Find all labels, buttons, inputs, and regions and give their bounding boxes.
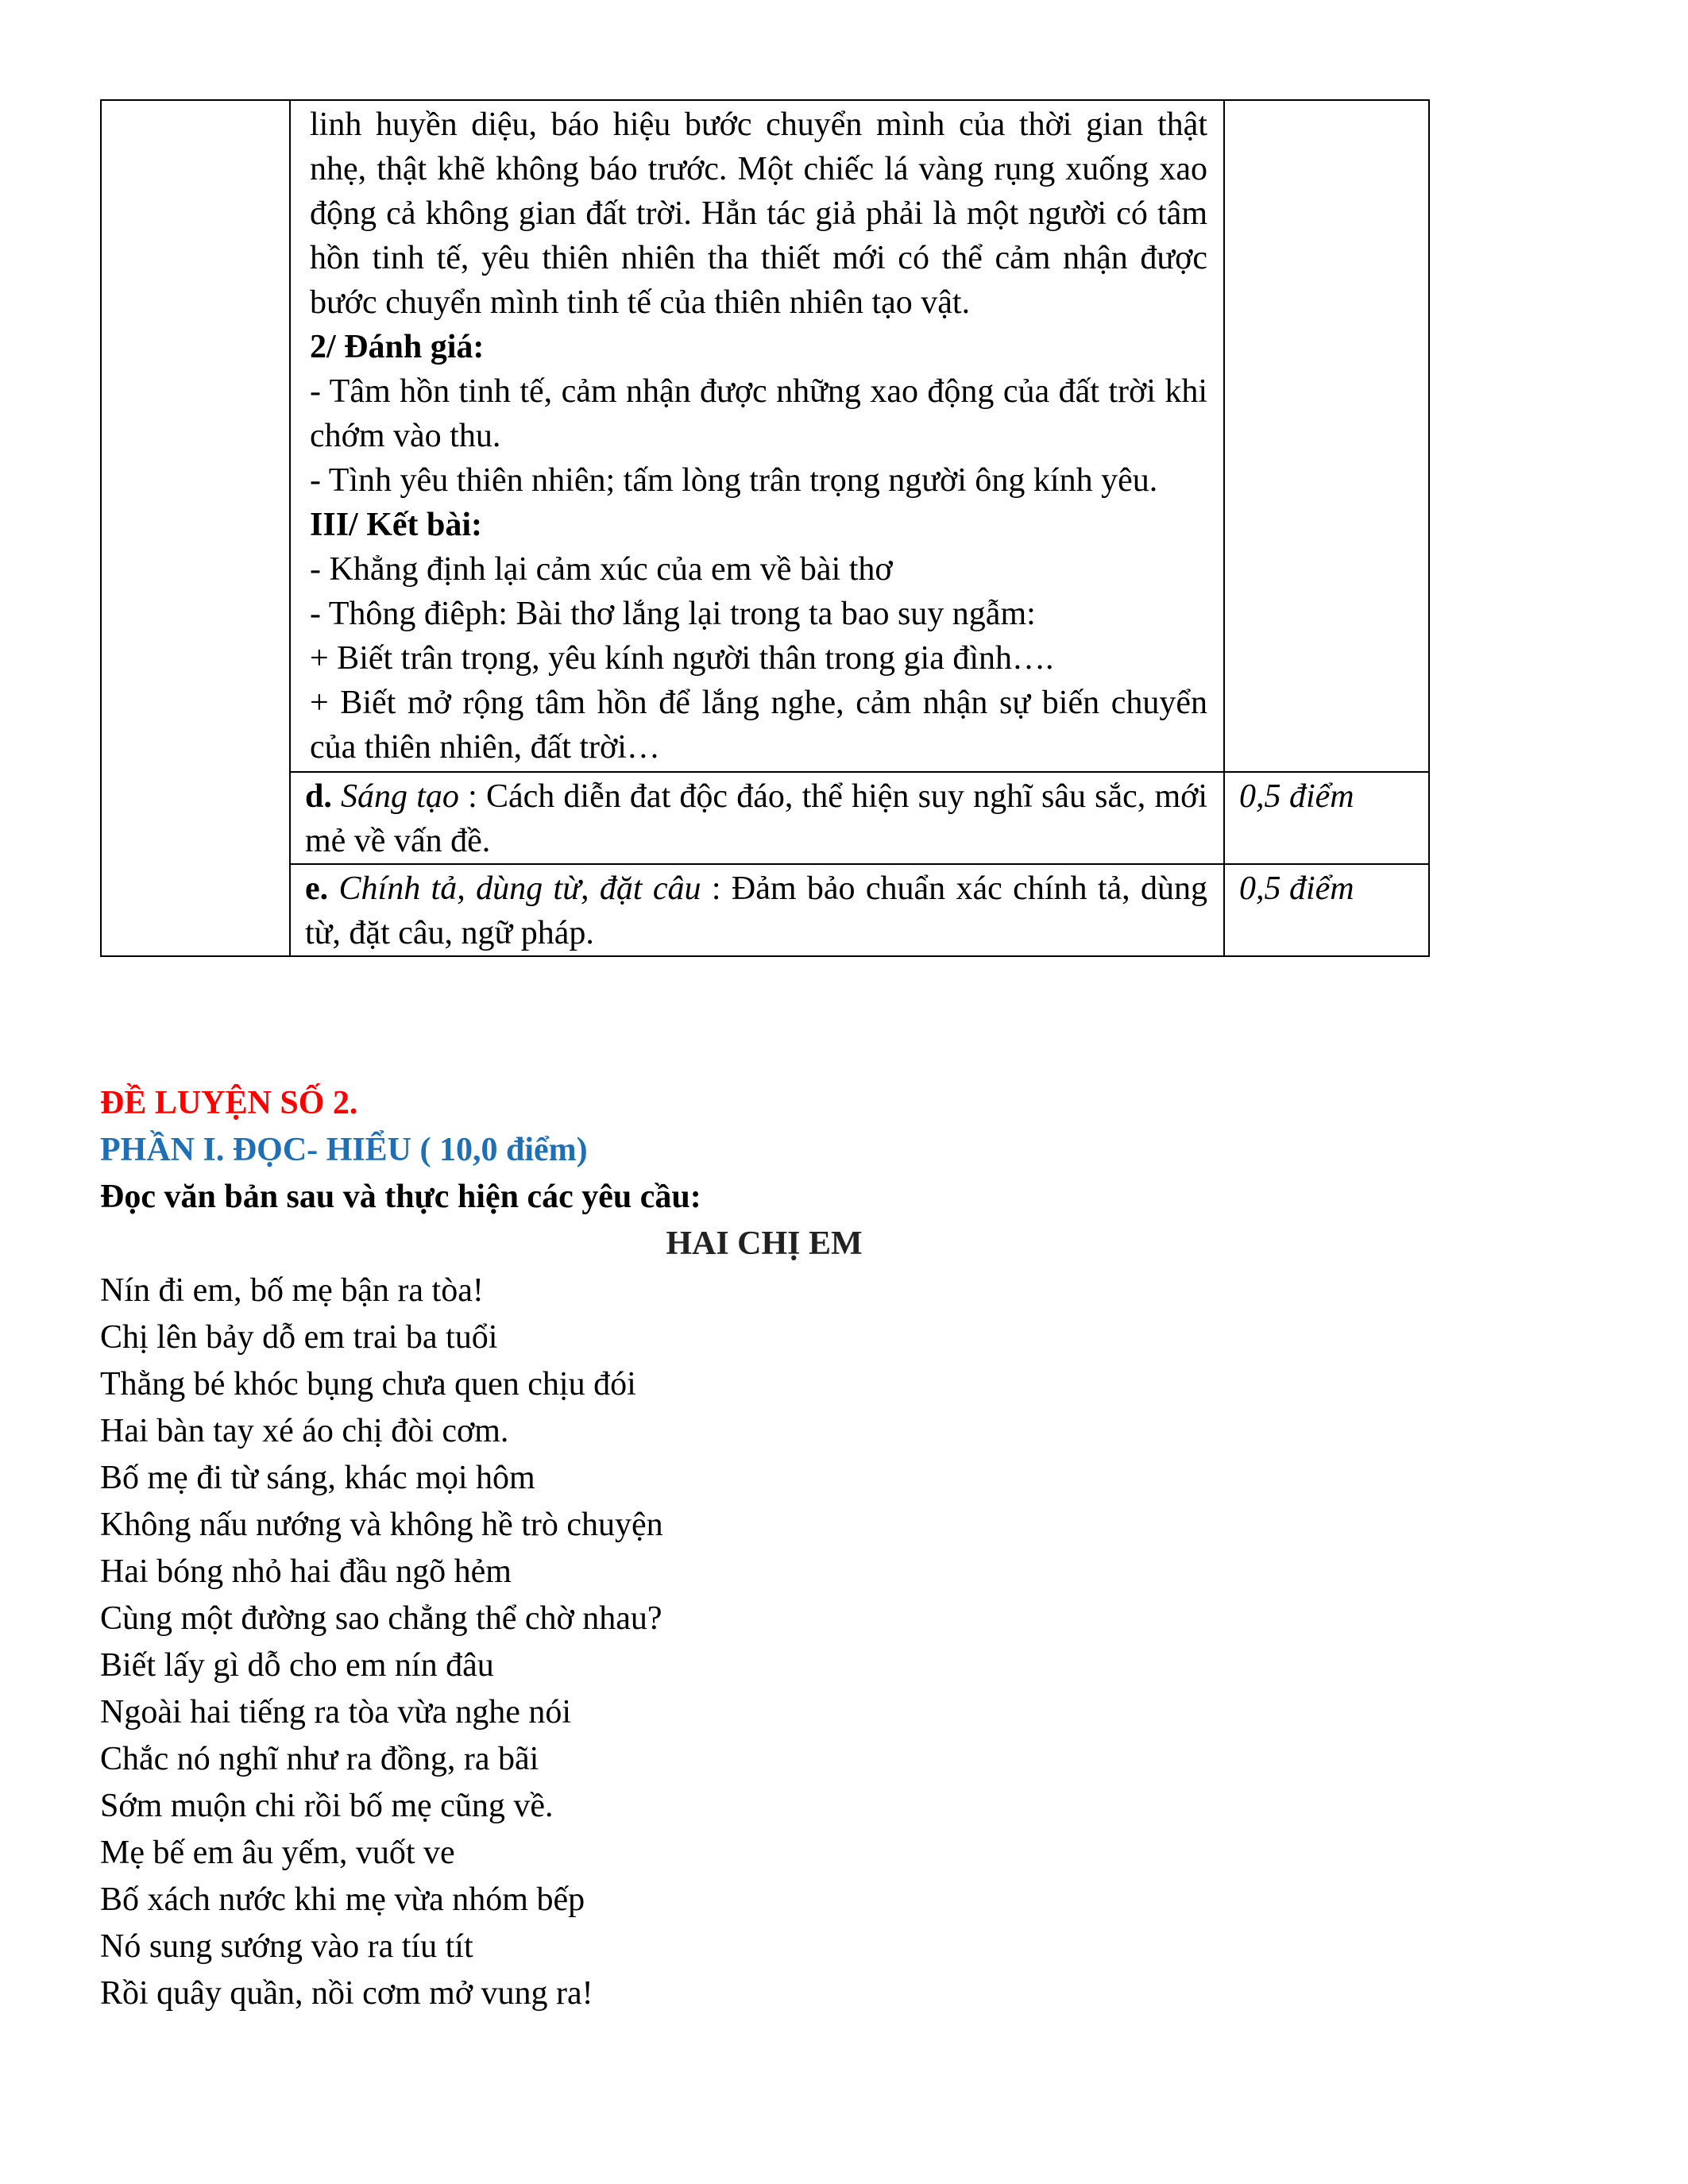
instruction: Đọc văn bản sau và thực hiện các yêu cầu: xyxy=(100,1179,701,1215)
table-row xyxy=(101,100,1429,772)
poem-line: Hai bóng nhỏ hai đầu ngõ hẻm xyxy=(100,1553,512,1590)
criterion-name: Chính tả, dùng từ, đặt câu xyxy=(338,870,701,907)
poem-line: Sớm muộn chi rồi bố mẹ cũng về. xyxy=(100,1788,554,1824)
empty-score-cell xyxy=(1224,100,1429,772)
criterion-letter: d. xyxy=(305,778,332,815)
poem-line: Nín đi em, bố mẹ bận ra tòa! xyxy=(100,1272,484,1309)
poem-line: Bố mẹ đi từ sáng, khác mọi hôm xyxy=(100,1460,535,1496)
criterion-d-cell xyxy=(290,772,1224,864)
empty-left-cell xyxy=(101,100,290,956)
poem-line: Biết lấy gì dỗ cho em nín đâu xyxy=(100,1647,494,1684)
poem-body xyxy=(100,1268,1428,2017)
poem-line: Mẹ bế em âu yếm, vuốt ve xyxy=(100,1835,455,1871)
poem-title: HAI CHỊ EM xyxy=(666,1225,863,1262)
analysis-paragraph: linh huyền diệu, báo hiệu bước chuyển mình của thời gian thật nhẹ, thật khẽ không báo trước. Một chiếc lá vàng rụng xuống xao động cả không gian đất trời. Hẳn tác giả phải là một người có tâm hồn tinh tế, yêu thiên nhiên tha thiết mới có thể cảm nhận được bước chuyển mình tinh tế của thiên nhiên tạo vật. xyxy=(310,106,1207,321)
poem-line: Cùng một đường sao chẳng thể chờ nhau? xyxy=(100,1600,662,1637)
exam-title: ĐỀ LUYỆN SỐ 2. xyxy=(100,1085,358,1121)
poem-line: Chị lên bảy dỗ em trai ba tuổi xyxy=(100,1319,498,1356)
criterion-description: : Cách diễn đat độc đáo, thể hiện suy nghĩ sâu sắc, mới mẻ về vấn đề. xyxy=(305,778,1207,859)
poem-line: Ngoài hai tiếng ra tòa vừa nghe nói xyxy=(100,1694,572,1731)
part-title: PHẦN I. ĐỌC- HIỂU ( 10,0 điểm) xyxy=(100,1132,588,1168)
criterion-d-score: 0,5 điểm xyxy=(1224,772,1429,864)
conclusion-item: - Khẳng định lại cảm xúc của em về bài thơ xyxy=(310,551,893,588)
criterion-letter: e. xyxy=(305,870,329,907)
table-row xyxy=(101,864,1429,956)
poem-line: Nó sung sướng vào ra tíu tít xyxy=(100,1928,473,1965)
poem-line: Hai bàn tay xé áo chị đòi cơm. xyxy=(100,1413,509,1449)
evaluation-item: - Tình yêu thiên nhiên; tấm lòng trân trọng người ông kính yêu. xyxy=(310,462,1158,499)
evaluation-heading: 2/ Đánh giá: xyxy=(310,329,485,365)
evaluation-item: - Tâm hồn tinh tế, cảm nhận được những xao động của đất trời khi chớm vào thu. xyxy=(310,373,1207,454)
criterion-description: : Đảm bảo chuẩn xác chính tả, dùng từ, đặt câu, ngữ pháp. xyxy=(305,870,1208,951)
scoring-rubric-table xyxy=(100,99,1430,957)
table-row xyxy=(101,772,1429,864)
poem-line: Rồi quây quần, nồi cơm mở vung ra! xyxy=(100,1975,593,2012)
conclusion-item: + Biết mở rộng tâm hồn để lắng nghe, cảm nhận sự biến chuyển của thiên nhiên, đất trời… xyxy=(310,685,1207,766)
criterion-e-score: 0,5 điểm xyxy=(1224,864,1429,956)
criterion-e-cell xyxy=(290,864,1224,956)
essay-guide-cell xyxy=(290,100,1224,772)
criterion-name: Sáng tạo xyxy=(341,778,459,815)
conclusion-heading: III/ Kết bài: xyxy=(310,507,483,543)
poem-line: Thằng bé khóc bụng chưa quen chịu đói xyxy=(100,1366,636,1403)
poem-line: Không nấu nướng và không hề trò chuyện xyxy=(100,1507,663,1543)
conclusion-item: - Thông điêph: Bài thơ lắng lại trong ta bao suy ngẫm: xyxy=(310,596,1036,632)
poem-line: Bố xách nước khi mẹ vừa nhóm bếp xyxy=(100,1881,585,1918)
conclusion-item: + Biết trân trọng, yêu kính người thân trong gia đình…. xyxy=(310,640,1054,677)
poem-line: Chắc nó nghĩ như ra đồng, ra bãi xyxy=(100,1741,539,1777)
exam-section xyxy=(100,1080,1428,2017)
